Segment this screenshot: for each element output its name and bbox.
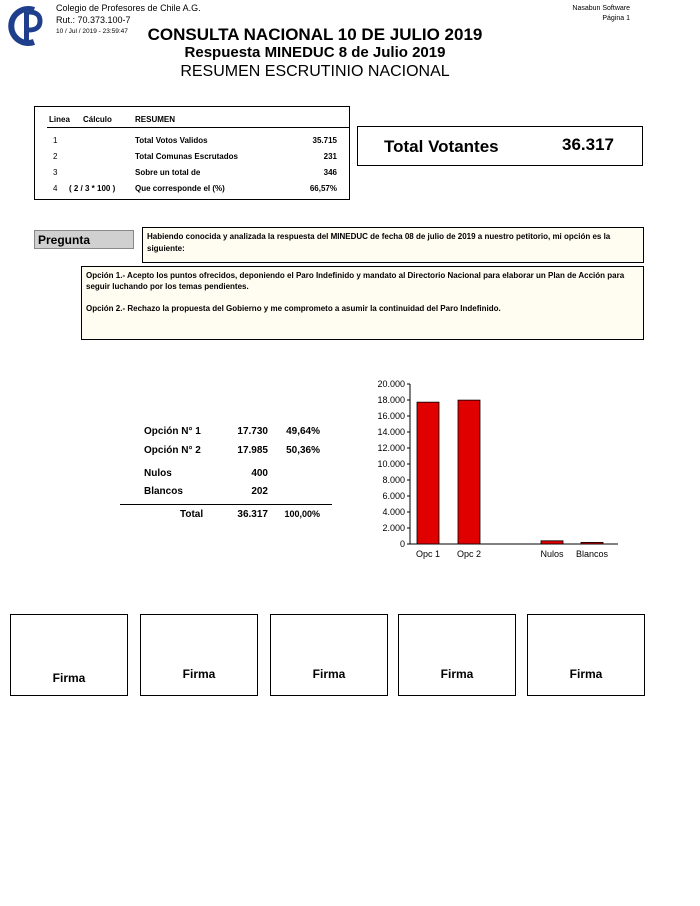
report-datetime: 10 / Jul / 2019 - 23:59:47 bbox=[56, 28, 128, 35]
row-value: 66,57% bbox=[309, 184, 337, 193]
x-tick-label: Blancos bbox=[575, 549, 609, 559]
total-percent: 100,00% bbox=[284, 509, 320, 519]
page-subtitle: Respuesta MINEDUC 8 de Julio 2019 bbox=[184, 44, 446, 61]
result-label: Opción N° 2 bbox=[144, 445, 201, 456]
result-label: Blancos bbox=[144, 486, 183, 497]
question-label: Pregunta bbox=[34, 230, 134, 249]
row-description: Total Votos Validos bbox=[135, 136, 208, 145]
signature-box bbox=[398, 614, 516, 696]
row-linea: 2 bbox=[53, 152, 58, 161]
total-votantes-label: Total Votantes bbox=[384, 137, 499, 156]
total-label: Total bbox=[180, 509, 204, 520]
y-tick-label: 18.000 bbox=[377, 395, 405, 405]
result-label: Nulos bbox=[144, 468, 172, 479]
table-row bbox=[35, 152, 349, 164]
y-tick-label: 4.000 bbox=[382, 507, 405, 517]
x-tick-label: Opc 1 bbox=[415, 549, 441, 559]
result-row bbox=[120, 486, 332, 500]
row-value: 35.715 bbox=[312, 136, 337, 145]
result-row bbox=[120, 468, 332, 482]
row-description: Que corresponde el (%) bbox=[135, 184, 225, 193]
page-title: CONSULTA NACIONAL 10 DE JULIO 2019 bbox=[147, 25, 483, 44]
vendor-name: Nasabun Software bbox=[572, 5, 630, 12]
y-tick-label: 0 bbox=[399, 539, 405, 549]
row-linea: 1 bbox=[53, 136, 58, 145]
row-value: 231 bbox=[323, 152, 337, 161]
header-divider bbox=[47, 127, 349, 128]
organization-rut: Rut.: 70.373.100-7 bbox=[56, 15, 131, 25]
table-row bbox=[35, 136, 349, 148]
vendor-info bbox=[572, 4, 630, 24]
x-tick-label: Opc 2 bbox=[456, 549, 482, 559]
result-label: Opción N° 1 bbox=[144, 426, 201, 437]
option-2-text: Opción 2.- Rechazo la propuesta del Gobierno y me comprometo a asumir la continuidad del Paro Indefinido. bbox=[86, 304, 501, 313]
signature-box bbox=[270, 614, 388, 696]
row-calculo: ( 2 / 3 * 100 ) bbox=[69, 184, 116, 193]
result-percent: 50,36% bbox=[286, 445, 320, 456]
total-divider bbox=[120, 504, 332, 505]
y-tick-label: 2.000 bbox=[382, 523, 405, 533]
column-header-resumen: RESUMEN bbox=[135, 115, 176, 124]
signature-label: Firma bbox=[569, 667, 603, 681]
total-votantes-box bbox=[357, 126, 643, 166]
page-number: Página 1 bbox=[602, 15, 630, 22]
x-tick-label: Nulos bbox=[540, 549, 564, 559]
signature-label: Firma bbox=[182, 667, 216, 681]
organization-name: Colegio de Profesores de Chile A.G. bbox=[56, 3, 201, 13]
y-tick-label: 14.000 bbox=[377, 427, 405, 437]
section-title: RESUMEN ESCRUTINIO NACIONAL bbox=[180, 63, 450, 80]
signature-label: Firma bbox=[52, 671, 86, 685]
result-value: 202 bbox=[251, 486, 268, 497]
y-tick-label: 16.000 bbox=[377, 411, 405, 421]
options-box bbox=[81, 266, 644, 340]
table-row bbox=[35, 184, 349, 196]
signature-label: Firma bbox=[440, 667, 474, 681]
bar-opc-2 bbox=[458, 400, 480, 544]
result-value: 400 bbox=[251, 468, 268, 479]
result-percent: 49,64% bbox=[286, 426, 320, 437]
y-tick-label: 10.000 bbox=[377, 459, 405, 469]
bar-opc-1 bbox=[417, 402, 439, 544]
row-linea: 4 bbox=[53, 184, 58, 193]
table-row bbox=[35, 168, 349, 180]
results-bar-chart bbox=[370, 378, 630, 564]
result-value: 17.985 bbox=[237, 445, 268, 456]
result-value: 17.730 bbox=[237, 426, 268, 437]
total-value: 36.317 bbox=[237, 509, 268, 520]
question-text: Habiendo conocida y analizada la respuesta del MINEDUC de fecha 08 de julio de 2019 a nuestro petitorio, mi opción es la siguiente: bbox=[142, 227, 644, 263]
y-tick-label: 20.000 bbox=[377, 379, 405, 389]
total-row bbox=[120, 509, 332, 523]
row-linea: 3 bbox=[53, 168, 58, 177]
signature-box bbox=[140, 614, 258, 696]
y-tick-label: 8.000 bbox=[382, 475, 405, 485]
row-value: 346 bbox=[323, 168, 337, 177]
summary-table bbox=[34, 106, 350, 200]
bar-blancos bbox=[581, 542, 603, 544]
bar-nulos bbox=[541, 541, 563, 544]
result-row bbox=[120, 426, 332, 440]
row-description: Total Comunas Escrutados bbox=[135, 152, 238, 161]
signature-label: Firma bbox=[312, 667, 346, 681]
signature-box bbox=[527, 614, 645, 696]
row-description: Sobre un total de bbox=[135, 168, 201, 177]
signature-box bbox=[10, 614, 128, 696]
column-header-linea: Linea bbox=[49, 115, 70, 124]
y-tick-label: 6.000 bbox=[382, 491, 405, 501]
result-row bbox=[120, 445, 332, 459]
option-1-text: Opción 1.- Acepto los puntos ofrecidos, deponiendo el Paro Indefinido y mandato al Directorio Nacional para elaborar un Plan de Acción para seguir luchando por los temas pendientes. bbox=[86, 271, 625, 291]
y-tick-label: 12.000 bbox=[377, 443, 405, 453]
column-header-calculo: Cálculo bbox=[83, 115, 112, 124]
total-votantes-value: 36.317 bbox=[562, 135, 614, 154]
